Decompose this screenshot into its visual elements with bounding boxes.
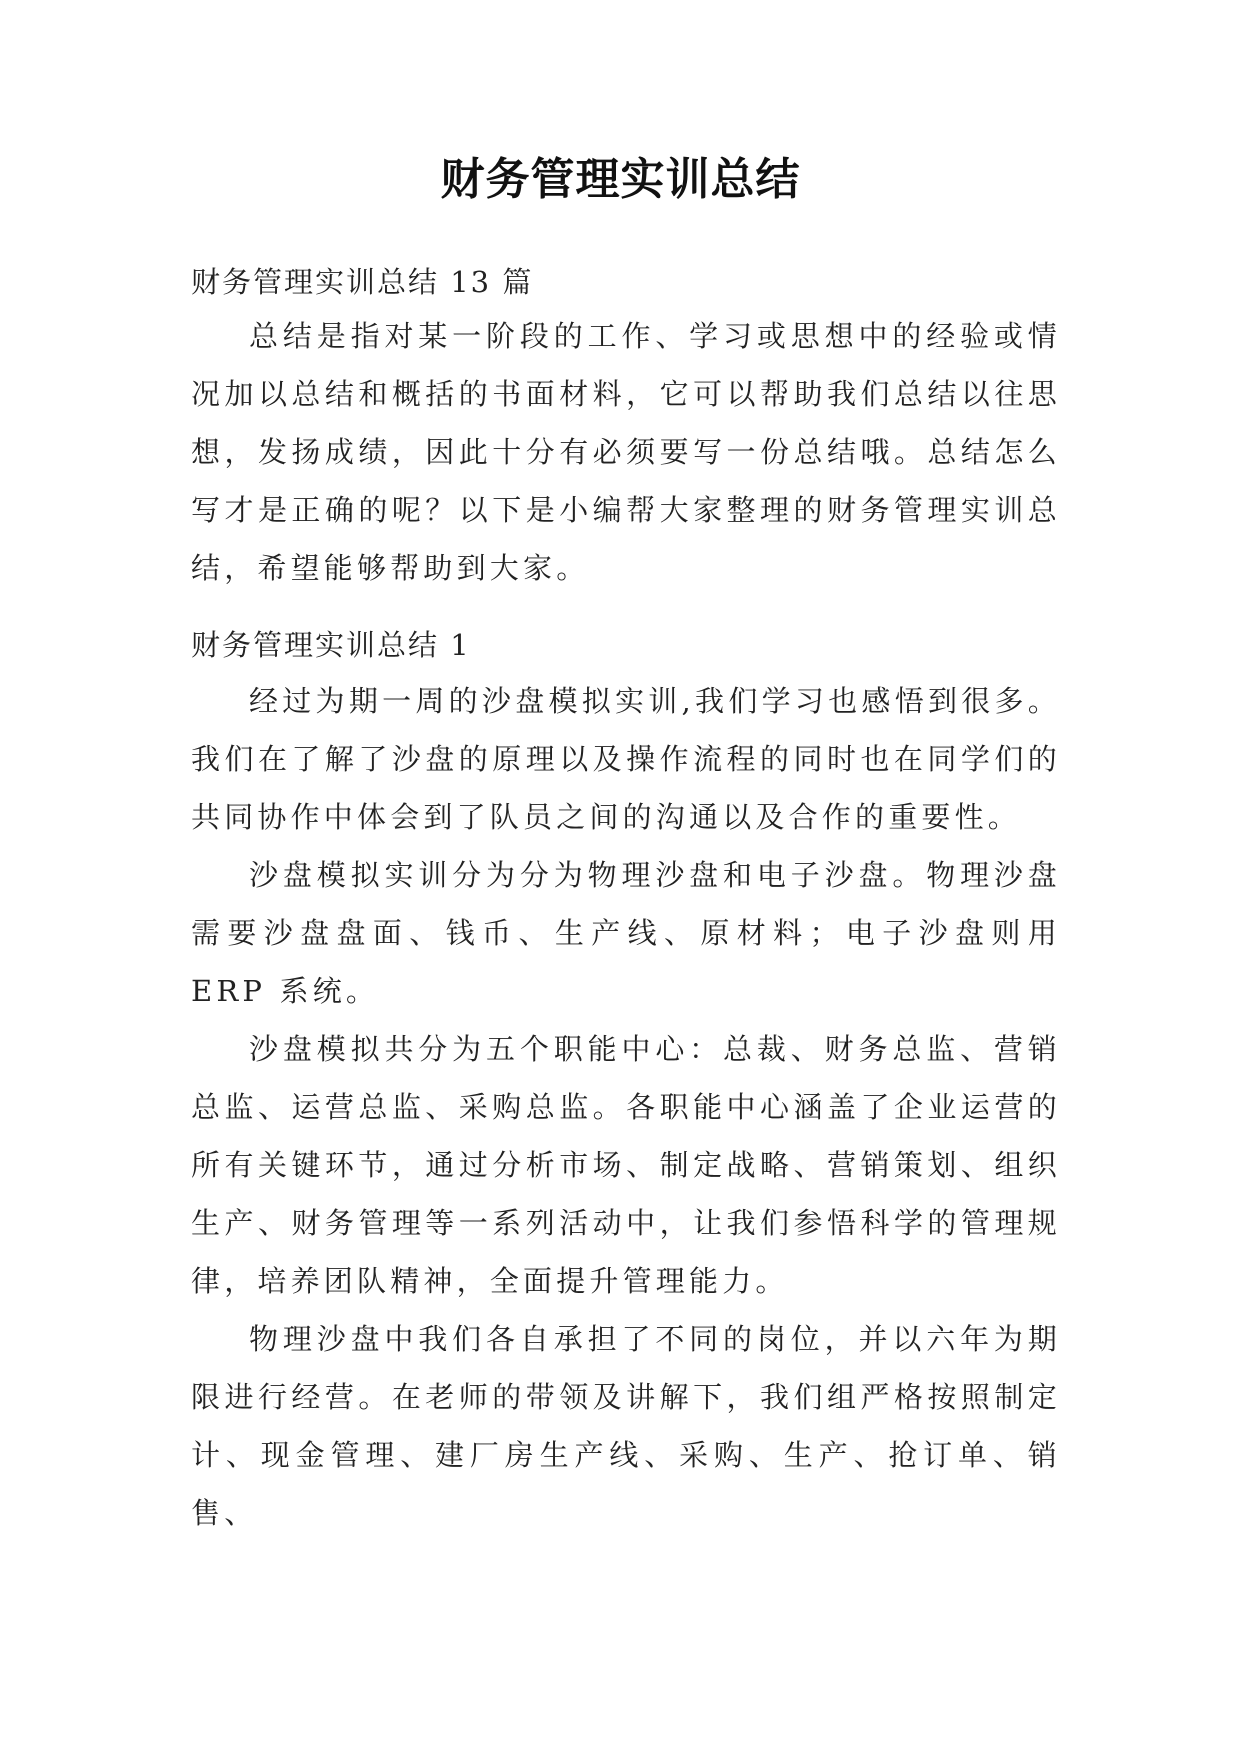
section-body <box>191 672 1061 1542</box>
document-title: 财务管理实训总结 <box>440 154 801 205</box>
section-heading: 财务管理实训总结 1 <box>191 628 471 662</box>
section-paragraph: 物理沙盘中我们各自承担了不同的岗位，并以六年为期限进行经营。在老师的带领及讲解下，我们组严格按照制定计、现金管理、建厂房生产线、采购、生产、抢订单、销售、 <box>191 1322 1061 1530</box>
intro-section <box>191 307 1061 597</box>
intro-paragraph: 总结是指对某一阶段的工作、学习或思想中的经验或情况加以总结和概括的书面材料，它可以帮助我们总结以往思想，发扬成绩，因此十分有必须要写一份总结哦。总结怎么写才是正确的呢？以下是小编帮大家整理的财务管理实训总结，希望能够帮助到大家。 <box>191 319 1061 585</box>
section-paragraph: 沙盘模拟共分为五个职能中心：总裁、财务总监、营销总监、运营总监、采购总监。各职能中心涵盖了企业运营的所有关键环节，通过分析市场、制定战略、营销策划、组织生产、财务管理等一系列活动中，让我们参悟科学的管理规律，培养团队精神，全面提升管理能力。 <box>191 1032 1061 1298</box>
intro-heading: 财务管理实训总结 13 篇 <box>191 265 534 299</box>
section-paragraph: 沙盘模拟实训分为分为物理沙盘和电子沙盘。物理沙盘需要沙盘盘面、钱币、生产线、原材料；电子沙盘则用 ERP 系统。 <box>191 858 1061 1008</box>
section-paragraph: 经过为期一周的沙盘模拟实训,我们学习也感悟到很多。我们在了解了沙盘的原理以及操作流程的同时也在同学们的共同协作中体会到了队员之间的沟通以及合作的重要性。 <box>191 684 1061 834</box>
